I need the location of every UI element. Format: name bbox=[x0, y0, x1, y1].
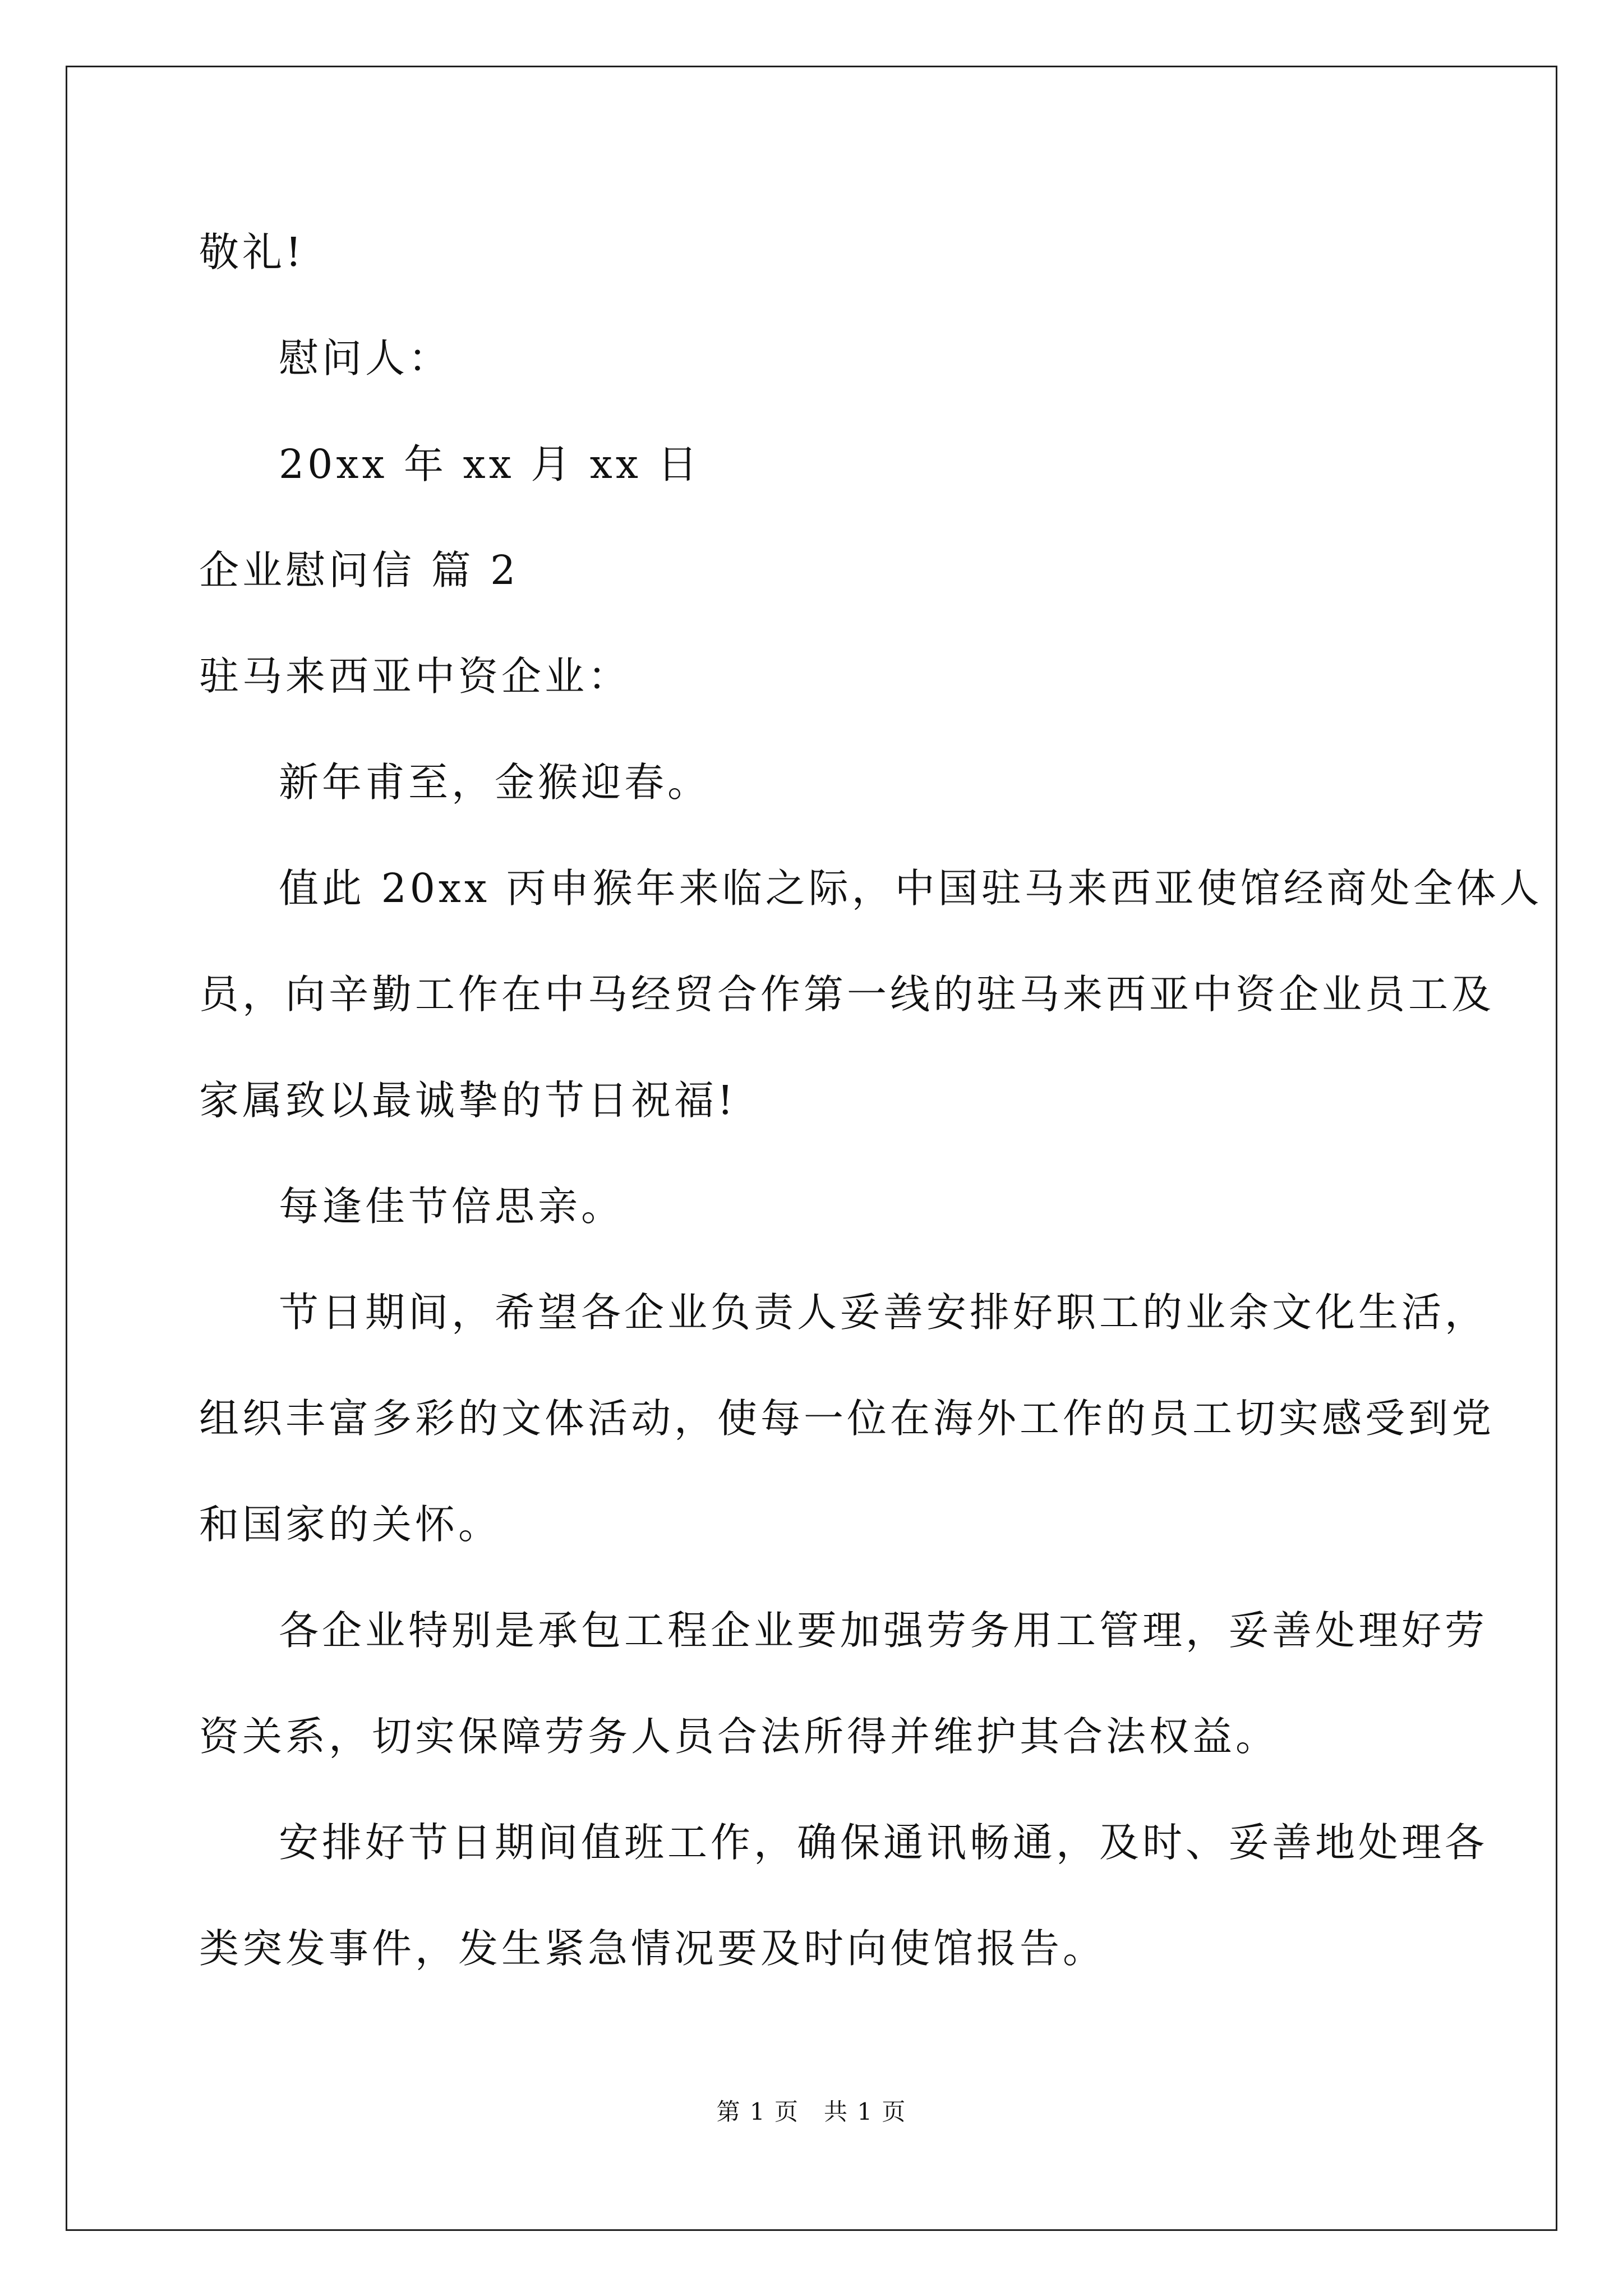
date-line: 20xx 年 xx 月 xx 日 bbox=[279, 441, 701, 487]
closing-salutation: 敬礼! bbox=[199, 229, 305, 275]
paragraph-line: 节日期间，希望各企业负责人妥善安排好职工的业余文化生活， bbox=[279, 1289, 1488, 1336]
addressee: 驻马来西亚中资企业： bbox=[199, 653, 631, 700]
paragraph-line: 每逢佳节倍思亲。 bbox=[279, 1183, 625, 1230]
paragraph-line: 新年甫至，金猴迎春。 bbox=[279, 759, 711, 806]
paragraph-line: 安排好节日期间值班工作，确保通讯畅通，及时、妥善地处理各 bbox=[279, 1819, 1488, 1866]
paragraph-line: 家属致以最诚挚的节日祝福! bbox=[199, 1077, 737, 1124]
paragraph-line: 资关系，切实保障劳务人员合法所得并维护其合法权益。 bbox=[199, 1713, 1279, 1760]
paragraph-line: 和国家的关怀。 bbox=[199, 1501, 502, 1548]
paragraph-line: 员，向辛勤工作在中马经贸合作第一线的驻马来西亚中资企业员工及 bbox=[199, 971, 1495, 1018]
paragraph-line: 组织丰富多彩的文体活动，使每一位在海外工作的员工切实感受到党 bbox=[199, 1395, 1495, 1442]
paragraph-line: 各企业特别是承包工程企业要加强劳务用工管理，妥善处理好劳 bbox=[279, 1607, 1488, 1654]
paragraph-line: 值此 20xx 丙申猴年来临之际，中国驻马来西亚使馆经商处全体人 bbox=[279, 865, 1543, 912]
signatory-label: 慰问人： bbox=[279, 335, 452, 381]
page-footer: 第 1 页 共 1 页 bbox=[716, 2098, 907, 2125]
paragraph-line: 类突发事件，发生紧急情况要及时向使馆报告。 bbox=[199, 1925, 1106, 1972]
page-border bbox=[66, 66, 1557, 2231]
section-heading: 企业慰问信 篇 2 bbox=[199, 547, 519, 593]
